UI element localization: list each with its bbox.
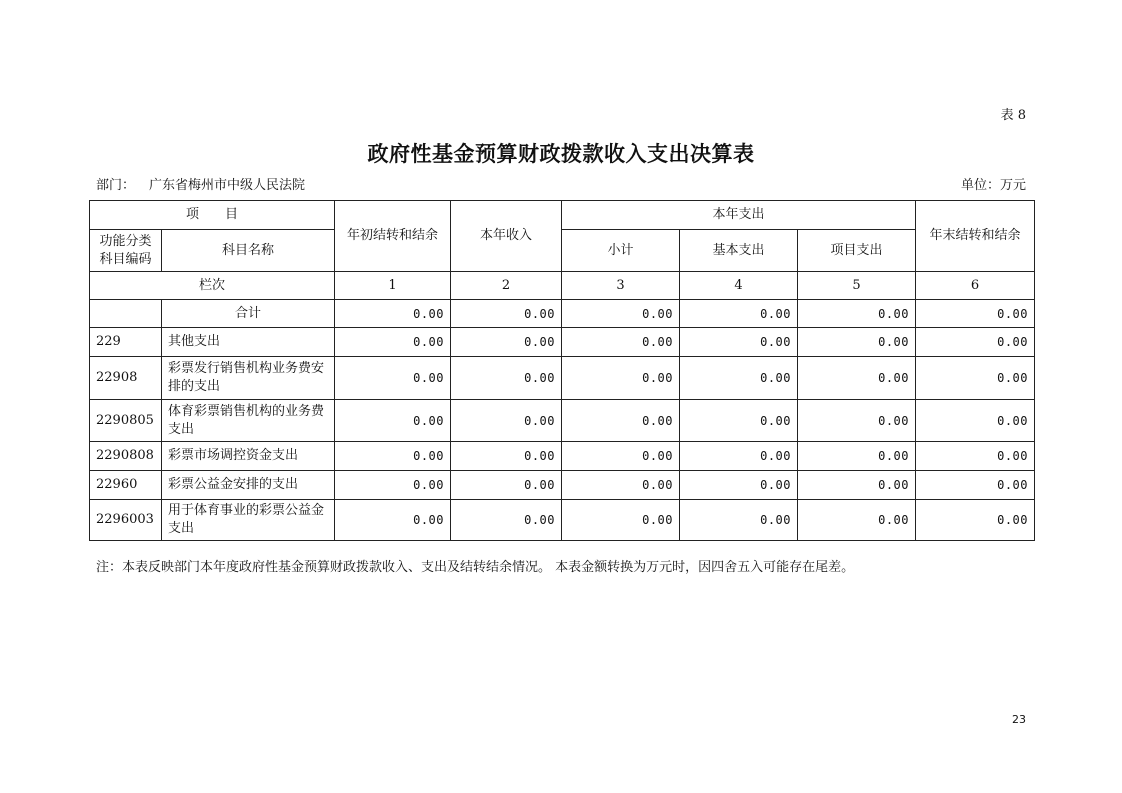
row-value: 0.00 [335, 357, 451, 400]
table-row [90, 357, 1035, 400]
row-code: 22960 [90, 471, 162, 500]
col-index-3: 3 [562, 272, 680, 300]
total-row [90, 300, 1035, 328]
row-value: 0.00 [798, 328, 916, 357]
department-line [96, 174, 305, 193]
col-index-6: 6 [916, 272, 1035, 300]
page-number: 23 [1012, 713, 1026, 726]
header-project-exp: 项目支出 [798, 230, 916, 272]
row-value: 0.00 [335, 400, 451, 442]
row-value: 0.00 [562, 328, 680, 357]
row-value: 0.00 [451, 442, 562, 471]
row-value: 0.00 [916, 357, 1035, 400]
row-code: 229 [90, 328, 162, 357]
header-basic: 基本支出 [680, 230, 798, 272]
row-value: 0.00 [335, 471, 451, 500]
table-row [90, 400, 1035, 442]
header-income: 本年收入 [451, 201, 562, 272]
row-name: 体育彩票销售机构的业务费支出 [162, 400, 335, 442]
row-value: 0.00 [562, 500, 680, 541]
header-subject-name: 科目名称 [162, 230, 335, 272]
row-name: 彩票市场调控资金支出 [162, 442, 335, 471]
row-value: 0.00 [335, 442, 451, 471]
budget-table [89, 200, 1035, 541]
row-name: 彩票发行销售机构业务费安排的支出 [162, 357, 335, 400]
row-value: 0.00 [916, 442, 1035, 471]
row-name: 彩票公益金安排的支出 [162, 471, 335, 500]
row-value: 0.00 [562, 357, 680, 400]
col-index-1: 1 [335, 272, 451, 300]
col-index-5: 5 [798, 272, 916, 300]
total-code [90, 300, 162, 328]
row-value: 0.00 [798, 471, 916, 500]
row-code: 2296003 [90, 500, 162, 541]
row-value: 0.00 [916, 471, 1035, 500]
total-value: 0.00 [451, 300, 562, 328]
row-value: 0.00 [798, 500, 916, 541]
row-value: 0.00 [916, 500, 1035, 541]
row-code: 2290808 [90, 442, 162, 471]
row-value: 0.00 [680, 400, 798, 442]
department-label: 部门： [96, 178, 136, 193]
total-value: 0.00 [335, 300, 451, 328]
row-value: 0.00 [451, 500, 562, 541]
header-beginning-balance: 年初结转和结余 [335, 201, 451, 272]
row-value: 0.00 [680, 357, 798, 400]
total-value: 0.00 [798, 300, 916, 328]
row-value: 0.00 [680, 442, 798, 471]
table-label: 表 8 [1000, 108, 1026, 123]
header-column-index: 栏次 [90, 272, 335, 300]
table-row [90, 500, 1035, 541]
row-name: 其他支出 [162, 328, 335, 357]
row-value: 0.00 [916, 400, 1035, 442]
total-value: 0.00 [562, 300, 680, 328]
row-value: 0.00 [680, 500, 798, 541]
row-value: 0.00 [562, 471, 680, 500]
col-index-4: 4 [680, 272, 798, 300]
total-value: 0.00 [916, 300, 1035, 328]
row-value: 0.00 [680, 328, 798, 357]
row-value: 0.00 [451, 328, 562, 357]
table-row [90, 328, 1035, 357]
header-project: 项 目 [90, 201, 335, 230]
unit-label: 单位：万元 [960, 178, 1026, 193]
header-subtotal: 小计 [562, 230, 680, 272]
row-value: 0.00 [451, 471, 562, 500]
row-value: 0.00 [335, 328, 451, 357]
table-row [90, 442, 1035, 471]
row-value: 0.00 [798, 400, 916, 442]
col-index-2: 2 [451, 272, 562, 300]
table-row [90, 471, 1035, 500]
department-name: 广东省梅州市中级人民法院 [149, 178, 306, 193]
header-func-code: 功能分类 科目编码 [90, 230, 162, 272]
row-value: 0.00 [798, 357, 916, 400]
row-value: 0.00 [562, 442, 680, 471]
row-value: 0.00 [451, 400, 562, 442]
row-value: 0.00 [798, 442, 916, 471]
row-value: 0.00 [335, 500, 451, 541]
row-code: 22908 [90, 357, 162, 400]
row-code: 2290805 [90, 400, 162, 442]
total-value: 0.00 [680, 300, 798, 328]
row-name: 用于体育事业的彩票公益金支出 [162, 500, 335, 541]
footnote: 注：本表反映部门本年度政府性基金预算财政拨款收入、支出及结转结余情况。 本表金额转换为万元时，因四舍五入可能存在尾差。 [96, 560, 855, 575]
row-value: 0.00 [562, 400, 680, 442]
row-value: 0.00 [916, 328, 1035, 357]
page-title: 政府性基金预算财政拨款收入支出决算表 [367, 141, 755, 166]
total-name: 合计 [162, 300, 335, 328]
row-value: 0.00 [680, 471, 798, 500]
row-value: 0.00 [451, 357, 562, 400]
header-ending-balance: 年末结转和结余 [916, 201, 1035, 272]
header-expense: 本年支出 [562, 201, 916, 230]
